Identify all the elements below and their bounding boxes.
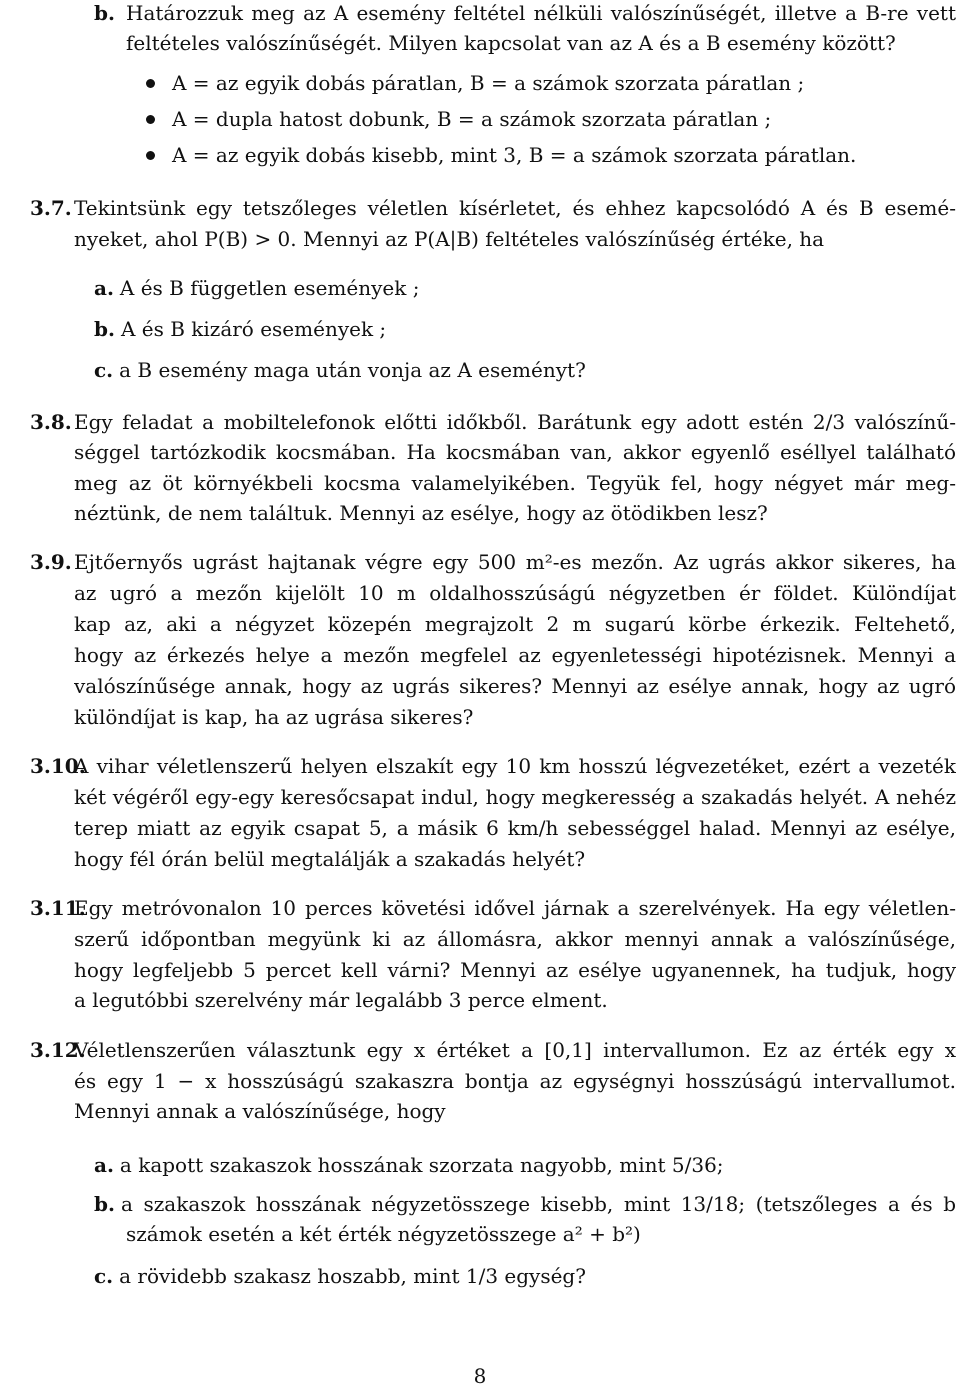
text-line: Egy feladat a mobiltelefonok előtti időkből. Barátunk egy adott estén 2/3 valószínű- [74, 410, 956, 434]
item-label: c. [94, 358, 114, 382]
bullet-icon [146, 79, 155, 88]
text-line: két végéről egy-egy keresőcsapat indul, hogy megkeresség a szakadás helyét. A nehéz [74, 785, 956, 809]
item-label: c. [94, 1264, 114, 1288]
sub-item [94, 1150, 724, 1180]
text-line: és egy 1 − x hosszúságú szakaszra bontja az egységnyi hosszúságú intervallumot. [74, 1069, 956, 1093]
text-line: Tekintsünk egy tetszőleges véletlen kísérletet, és ehhez kapcsolódó A és B esemé- [74, 196, 956, 220]
text-line: valószínűsége annak, hogy az ugrás sikeres? Mennyi az esélye annak, hogy az ugró [74, 674, 956, 698]
bullet-item: A = az egyik dobás páratlan, B = a számok szorzata páratlan ; [172, 71, 805, 95]
item-text: a B esemény maga után vonja az A eseményt? [119, 358, 586, 382]
text-line: a legutóbbi szerelvény már legalább 3 perce elment. [74, 988, 608, 1012]
text-line: néztünk, de nem találtuk. Mennyi az esélye, hogy az ötödikben lesz? [74, 501, 768, 525]
problem-number: 3.10. [30, 754, 86, 778]
item-text: A és B független események ; [119, 276, 420, 300]
sub-item [94, 1189, 956, 1219]
item-text-continuation: számok esetén a két érték négyzetösszege a² + b²) [126, 1222, 641, 1246]
text-line: nyeket, ahol P(B) > 0. Mennyi az P(A|B) feltételes valószínűség értéke, ha [74, 227, 825, 251]
item-label: a. [94, 1153, 114, 1177]
item-label: b. [94, 1192, 115, 1216]
text-line: Véletlenszerűen választunk egy x értéket a [0,1] intervallumon. Ez az érték egy x [74, 1038, 956, 1062]
bullet-item: A = dupla hatost dobunk, B = a számok szorzata páratlan ; [172, 107, 772, 131]
text-line: A vihar véletlenszerű helyen elszakít egy 10 km hosszú légvezetéket, ezért a vezeték [74, 754, 956, 778]
item-text: a rövidebb szakasz hoszabb, mint 1/3 egység? [119, 1264, 586, 1288]
item-text: A és B kizáró események ; [120, 317, 387, 341]
problem-number: 3.9. [30, 550, 72, 574]
text-line: Egy metróvonalon 10 perces követési idővel járnak a szerelvények. Ha egy véletlen- [74, 896, 956, 920]
sub-item [94, 314, 386, 344]
text-line: hogy fél órán belül megtalálják a szakadás helyét? [74, 847, 586, 871]
bullet-icon [146, 151, 155, 160]
text-line: szerű időpontban megyünk ki az állomásra, akkor mennyi annak a valószínűsége, [74, 927, 956, 951]
bullet-icon [146, 115, 155, 124]
problem-number: 3.7. [30, 196, 72, 220]
text-line: terep miatt az egyik csapat 5, a másik 6 km/h sebességgel halad. Mennyi az esélye, [74, 816, 956, 840]
problem-number: 3.8. [30, 410, 72, 434]
text-line: Mennyi annak a valószínűsége, hogy [74, 1099, 446, 1123]
sub-item [94, 273, 419, 303]
text-line: meg az öt környékbeli kocsma valamelyikében. Tegyük fel, hogy négyet már meg- [74, 471, 956, 495]
text-line: Határozzuk meg az A esemény feltétel nélküli valószínűségét, illetve a B-re vett [126, 1, 956, 25]
text-line: különdíjat is kap, ha az ugrása sikeres? [74, 705, 474, 729]
item-label: a. [94, 276, 114, 300]
item-text: a szakaszok hosszának négyzetösszege kisebb, mint 13/18; (tetszőleges a és b [120, 1192, 956, 1216]
item-label: b. [94, 317, 115, 341]
text-line: az ugró a mezőn kijelölt 10 m oldalhosszúságú négyzetben ér földet. Különdíjat [74, 581, 956, 605]
page-number: 8 [473, 1364, 487, 1388]
item-label: b. [94, 1, 115, 25]
problem-number: 3.12. [30, 1038, 86, 1062]
text-line: hogy legfeljebb 5 percet kell várni? Mennyi az esélye ugyanennek, ha tudjuk, hogy [74, 958, 956, 982]
text-line: kap az, aki a négyzet közepén megrajzolt 2 m sugarú körbe érkezik. Feltehető, [74, 612, 956, 636]
bullet-item: A = az egyik dobás kisebb, mint 3, B = a számok szorzata páratlan. [172, 143, 857, 167]
sub-item [94, 355, 586, 385]
text-line: Ejtőernyős ugrást hajtanak végre egy 500 m²-es mezőn. Az ugrás akkor sikeres, ha [74, 550, 956, 574]
sub-item [94, 1261, 586, 1291]
text-line: hogy az érkezés helye a mezőn megfelel az egyenletességi hipotézisnek. Mennyi a [74, 643, 956, 667]
problem-number: 3.11. [30, 896, 86, 920]
text-line: feltételes valószínűségét. Milyen kapcsolat van az A és a B esemény között? [126, 31, 896, 55]
text-line: séggel tartózkodik kocsmában. Ha kocsmában van, akkor egyenlő eséllyel található [74, 440, 956, 464]
item-text: a kapott szakaszok hosszának szorzata nagyobb, mint 5/36; [119, 1153, 724, 1177]
